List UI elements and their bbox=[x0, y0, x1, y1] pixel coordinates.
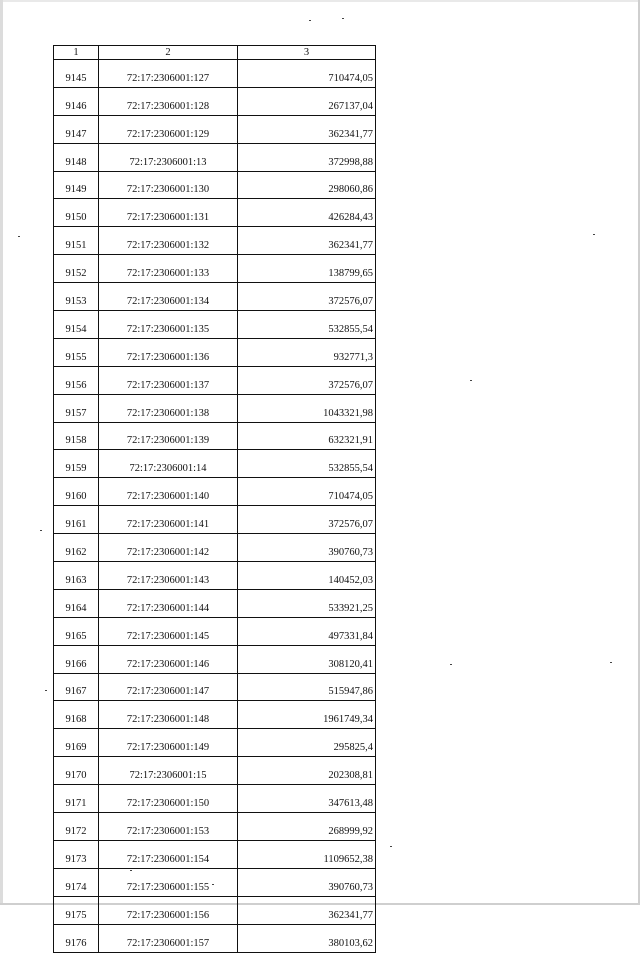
cadastral-value: 362341,77 bbox=[238, 115, 376, 143]
table-row bbox=[54, 701, 376, 729]
row-number: 9167 bbox=[54, 673, 99, 701]
table-header-row bbox=[54, 46, 376, 60]
row-number: 9161 bbox=[54, 506, 99, 534]
cadastral-value: 1043321,98 bbox=[238, 394, 376, 422]
column-header-3: 3 bbox=[238, 46, 376, 60]
cadastral-number: 72:17:2306001:148 bbox=[99, 701, 238, 729]
cadastral-value: 710474,05 bbox=[238, 60, 376, 88]
row-number: 9168 bbox=[54, 701, 99, 729]
row-number: 9165 bbox=[54, 617, 99, 645]
row-number: 9157 bbox=[54, 394, 99, 422]
cadastral-number: 72:17:2306001:149 bbox=[99, 729, 238, 757]
cadastral-number: 72:17:2306001:147 bbox=[99, 673, 238, 701]
cadastral-value: 533921,25 bbox=[238, 589, 376, 617]
row-number: 9147 bbox=[54, 115, 99, 143]
cadastral-value: 632321,91 bbox=[238, 422, 376, 450]
cadastral-number: 72:17:2306001:153 bbox=[99, 813, 238, 841]
cadastral-number: 72:17:2306001:13 bbox=[99, 143, 238, 171]
cadastral-number: 72:17:2306001:14 bbox=[99, 450, 238, 478]
table-body bbox=[54, 60, 376, 953]
cadastral-number: 72:17:2306001:140 bbox=[99, 478, 238, 506]
cadastral-number: 72:17:2306001:137 bbox=[99, 366, 238, 394]
cadastral-number: 72:17:2306001:155 bbox=[99, 868, 238, 896]
row-number: 9160 bbox=[54, 478, 99, 506]
cadastral-number: 72:17:2306001:142 bbox=[99, 534, 238, 562]
scan-speck bbox=[610, 662, 612, 663]
cadastral-number: 72:17:2306001:134 bbox=[99, 283, 238, 311]
table-row bbox=[54, 199, 376, 227]
scan-edge-left bbox=[0, 0, 3, 905]
row-number: 9164 bbox=[54, 589, 99, 617]
cadastral-number: 72:17:2306001:15 bbox=[99, 757, 238, 785]
row-number: 9152 bbox=[54, 255, 99, 283]
cadastral-number: 72:17:2306001:141 bbox=[99, 506, 238, 534]
cadastral-number: 72:17:2306001:143 bbox=[99, 562, 238, 590]
scan-speck bbox=[593, 234, 595, 235]
row-number: 9148 bbox=[54, 143, 99, 171]
scan-speck bbox=[18, 236, 20, 237]
row-number: 9169 bbox=[54, 729, 99, 757]
table-row bbox=[54, 562, 376, 590]
row-number: 9153 bbox=[54, 283, 99, 311]
cadastral-value: 380103,62 bbox=[238, 924, 376, 952]
cadastral-value: 347613,48 bbox=[238, 785, 376, 813]
scan-speck bbox=[40, 530, 42, 531]
row-number: 9146 bbox=[54, 87, 99, 115]
table-row bbox=[54, 255, 376, 283]
table-row bbox=[54, 338, 376, 366]
row-number: 9155 bbox=[54, 338, 99, 366]
scan-speck bbox=[342, 18, 344, 19]
cadastral-value: 390760,73 bbox=[238, 868, 376, 896]
table-row bbox=[54, 729, 376, 757]
table-row bbox=[54, 450, 376, 478]
row-number: 9176 bbox=[54, 924, 99, 952]
row-number: 9145 bbox=[54, 60, 99, 88]
cadastral-number: 72:17:2306001:135 bbox=[99, 311, 238, 339]
table-row bbox=[54, 227, 376, 255]
table-row bbox=[54, 813, 376, 841]
cadastral-value: 268999,92 bbox=[238, 813, 376, 841]
cadastral-value: 426284,43 bbox=[238, 199, 376, 227]
cadastral-number: 72:17:2306001:131 bbox=[99, 199, 238, 227]
table-row bbox=[54, 534, 376, 562]
row-number: 9151 bbox=[54, 227, 99, 255]
column-header-1: 1 bbox=[54, 46, 99, 60]
cadastral-number: 72:17:2306001:129 bbox=[99, 115, 238, 143]
cadastral-value: 710474,05 bbox=[238, 478, 376, 506]
cadastral-value: 295825,4 bbox=[238, 729, 376, 757]
table-row bbox=[54, 506, 376, 534]
cadastral-number: 72:17:2306001:157 bbox=[99, 924, 238, 952]
cadastral-number: 72:17:2306001:133 bbox=[99, 255, 238, 283]
row-number: 9172 bbox=[54, 813, 99, 841]
cadastral-number: 72:17:2306001:144 bbox=[99, 589, 238, 617]
cadastral-value: 390760,73 bbox=[238, 534, 376, 562]
cadastral-value: 138799,65 bbox=[238, 255, 376, 283]
row-number: 9175 bbox=[54, 896, 99, 924]
table-row bbox=[54, 868, 376, 896]
cadastral-number: 72:17:2306001:145 bbox=[99, 617, 238, 645]
row-number: 9170 bbox=[54, 757, 99, 785]
cadastral-number: 72:17:2306001:138 bbox=[99, 394, 238, 422]
cadastral-number: 72:17:2306001:139 bbox=[99, 422, 238, 450]
row-number: 9156 bbox=[54, 366, 99, 394]
cadastral-number: 72:17:2306001:136 bbox=[99, 338, 238, 366]
table-row bbox=[54, 366, 376, 394]
cadastral-value: 932771,3 bbox=[238, 338, 376, 366]
scan-speck bbox=[309, 20, 311, 21]
cadastral-number: 72:17:2306001:150 bbox=[99, 785, 238, 813]
scan-edge-top bbox=[0, 0, 640, 2]
table-row bbox=[54, 115, 376, 143]
cadastral-number: 72:17:2306001:156 bbox=[99, 896, 238, 924]
cadastral-value: 202308,81 bbox=[238, 757, 376, 785]
cadastral-value: 372576,07 bbox=[238, 366, 376, 394]
table-row bbox=[54, 645, 376, 673]
cadastral-number: 72:17:2306001:128 bbox=[99, 87, 238, 115]
cadastral-number: 72:17:2306001:127 bbox=[99, 60, 238, 88]
table-row bbox=[54, 478, 376, 506]
table-row bbox=[54, 840, 376, 868]
row-number: 9150 bbox=[54, 199, 99, 227]
row-number: 9158 bbox=[54, 422, 99, 450]
row-number: 9171 bbox=[54, 785, 99, 813]
table-row bbox=[54, 673, 376, 701]
scan-speck bbox=[470, 380, 472, 381]
table-row bbox=[54, 311, 376, 339]
cadastral-number: 72:17:2306001:130 bbox=[99, 171, 238, 199]
scan-speck bbox=[45, 690, 47, 691]
row-number: 9174 bbox=[54, 868, 99, 896]
cadastral-value: 362341,77 bbox=[238, 896, 376, 924]
table-row bbox=[54, 924, 376, 952]
cadastral-number: 72:17:2306001:154 bbox=[99, 840, 238, 868]
row-number: 9159 bbox=[54, 450, 99, 478]
table-row bbox=[54, 896, 376, 924]
cadastral-value: 372576,07 bbox=[238, 506, 376, 534]
scan-speck bbox=[450, 664, 452, 665]
table-row bbox=[54, 785, 376, 813]
cadastral-number: 72:17:2306001:146 bbox=[99, 645, 238, 673]
cadastral-value: 1109652,38 bbox=[238, 840, 376, 868]
cadastral-value: 497331,84 bbox=[238, 617, 376, 645]
cadastral-value: 515947,86 bbox=[238, 673, 376, 701]
row-number: 9166 bbox=[54, 645, 99, 673]
row-number: 9173 bbox=[54, 840, 99, 868]
cadastral-value: 372576,07 bbox=[238, 283, 376, 311]
table-row bbox=[54, 394, 376, 422]
table-row bbox=[54, 589, 376, 617]
table-row bbox=[54, 617, 376, 645]
table-row bbox=[54, 757, 376, 785]
column-header-2: 2 bbox=[99, 46, 238, 60]
cadastral-value: 1961749,34 bbox=[238, 701, 376, 729]
cadastral-value: 308120,41 bbox=[238, 645, 376, 673]
row-number: 9162 bbox=[54, 534, 99, 562]
table-row bbox=[54, 283, 376, 311]
row-number: 9149 bbox=[54, 171, 99, 199]
table-row bbox=[54, 87, 376, 115]
table-row bbox=[54, 171, 376, 199]
cadastral-value: 267137,04 bbox=[238, 87, 376, 115]
row-number: 9163 bbox=[54, 562, 99, 590]
table-row bbox=[54, 143, 376, 171]
cadastral-value: 298060,86 bbox=[238, 171, 376, 199]
cadastral-number: 72:17:2306001:132 bbox=[99, 227, 238, 255]
cadastral-value: 532855,54 bbox=[238, 450, 376, 478]
cadastral-value: 372998,88 bbox=[238, 143, 376, 171]
table-row bbox=[54, 60, 376, 88]
table-row bbox=[54, 422, 376, 450]
scan-speck bbox=[390, 846, 392, 847]
cadastral-value: 140452,03 bbox=[238, 562, 376, 590]
row-number: 9154 bbox=[54, 311, 99, 339]
cadastral-value: 362341,77 bbox=[238, 227, 376, 255]
cadastral-value-table bbox=[53, 45, 376, 953]
cadastral-value: 532855,54 bbox=[238, 311, 376, 339]
